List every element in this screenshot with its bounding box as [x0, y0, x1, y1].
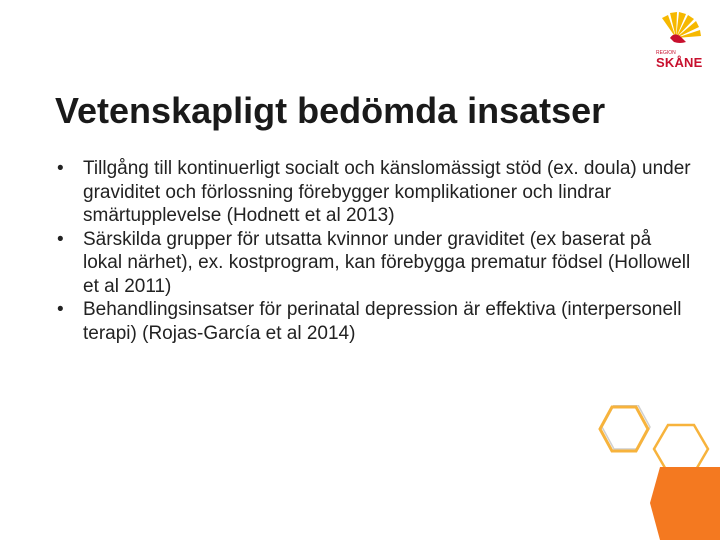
bullet-item: • Tillgång till kontinuerligt socialt och känslomässigt stöd (ex. doula) under graviditet och förlossning förebygger komplikationer och lindrar smärtupplevelse (Hodnett et al 2013)	[55, 157, 695, 228]
logo-name: SKÅNE	[656, 55, 703, 70]
bullet-list	[55, 157, 695, 345]
bullet-item: • Särskilda grupper för utsatta kvinnor under graviditet (ex baserat på lokal närhet), ex. kostprogram, kan förebygga prematur födsel (Hollowell et al 2011)	[55, 228, 695, 299]
hexagon-outline-shape	[600, 407, 648, 451]
bullet-item: • Behandlingsinsatser för perinatal depression är effektiva (interpersonell terapi) (Rojas-García et al 2014)	[55, 298, 695, 345]
hexagon-outline-shape	[654, 425, 708, 473]
hexagon-decoration	[580, 405, 720, 540]
sun-rays	[662, 12, 701, 38]
slide-title: Vetenskapligt bedömda insatser	[55, 90, 606, 131]
sun-icon	[640, 8, 712, 52]
logo-region-label: REGION	[656, 50, 676, 56]
region-skane-logo	[640, 8, 712, 68]
hexagon-filled-shape	[650, 467, 720, 540]
